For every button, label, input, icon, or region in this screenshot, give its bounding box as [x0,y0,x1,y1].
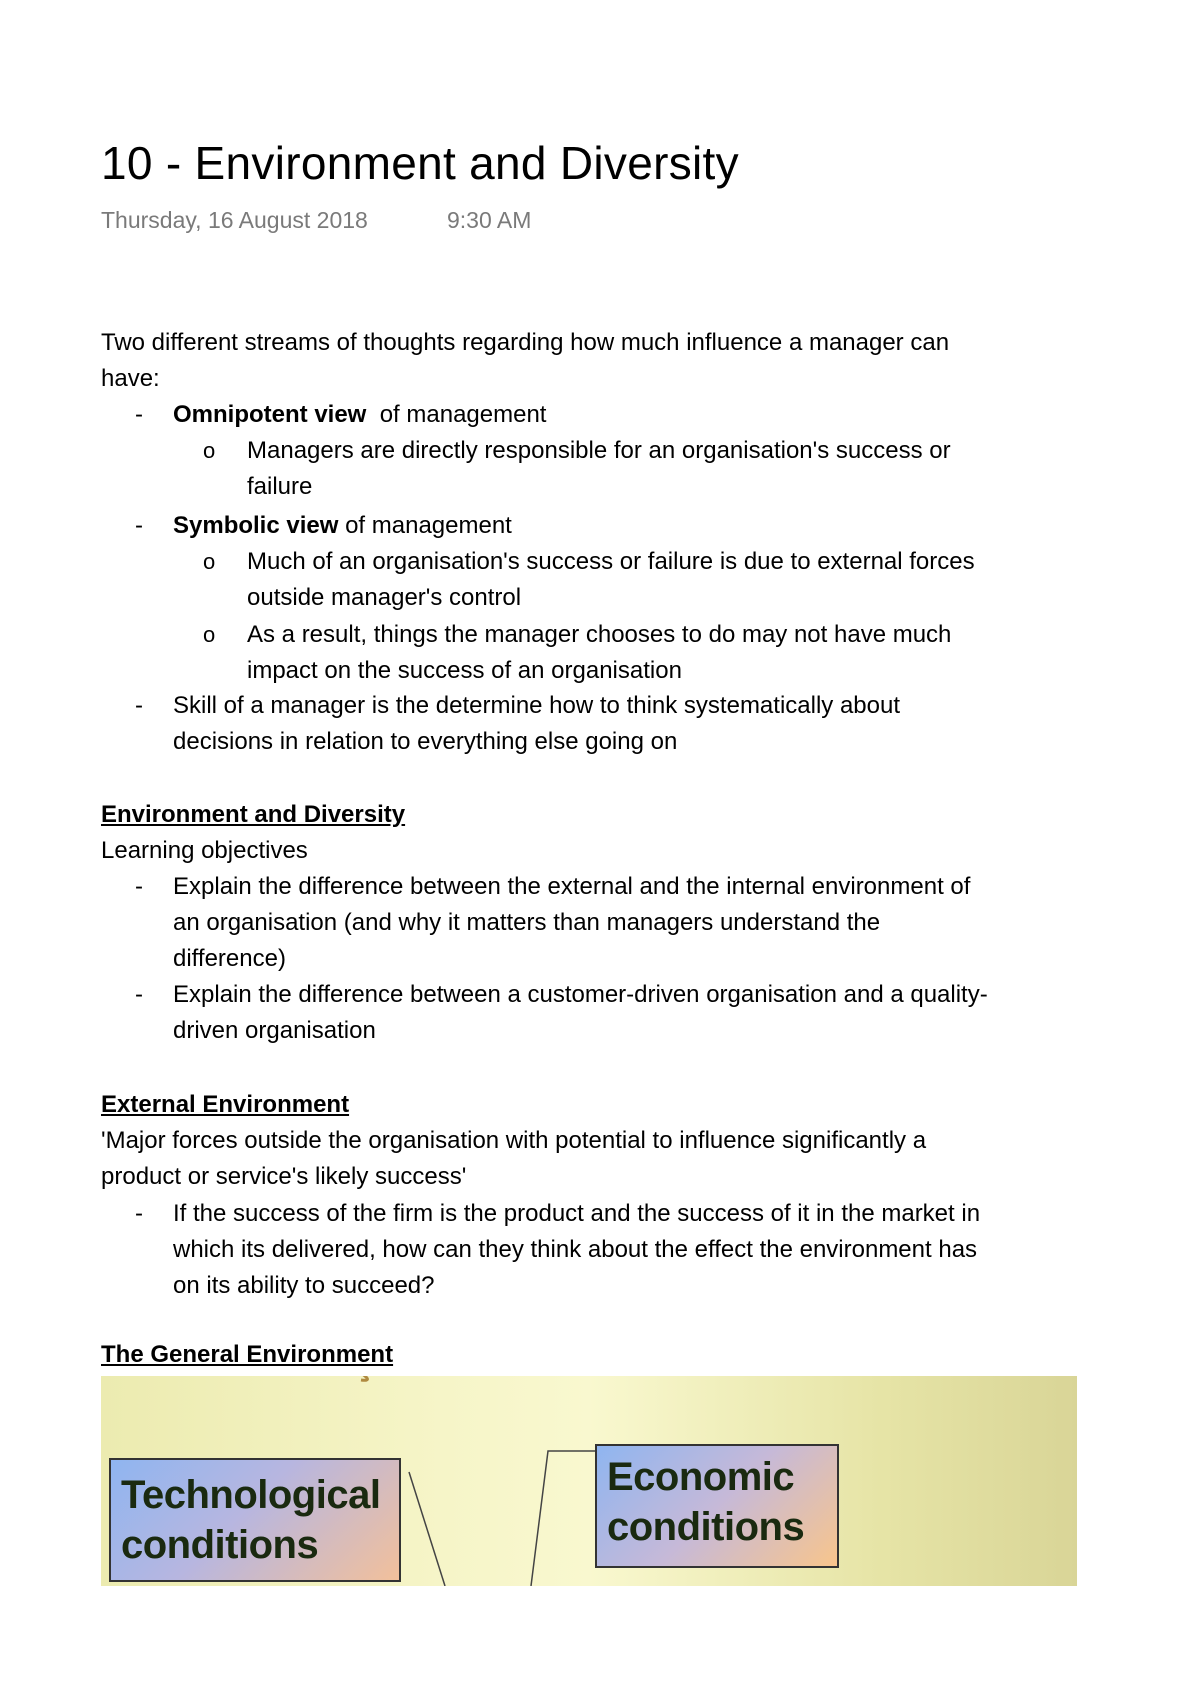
section-heading-external-environment: External Environment [101,1091,350,1118]
econ-box-line-2: conditions [607,1505,805,1549]
bullet-dash: - [135,981,143,1008]
bullet-dash: - [135,873,143,900]
technological-conditions-box [109,1458,401,1582]
bullet-dash: - [135,692,143,719]
section-heading-general-environment: The General Environment [101,1341,394,1368]
economic-conditions-box [595,1444,839,1568]
connector-line-econ [531,1451,595,1586]
note-timestamp [101,207,532,234]
note-time: 9:30 AM [447,207,532,233]
omnipotent-sub-line-1: Managers are directly responsible for an organisation's success or [247,437,951,464]
external-point-line-3: on its ability to succeed? [173,1272,435,1299]
external-point-line-1: If the success of the firm is the product and the success of it in the market in [173,1200,981,1227]
tech-box-line-1: Technological [121,1473,381,1517]
general-environment-diagram [101,1376,1077,1586]
list-item-omnipotent [173,397,546,433]
bullet-dash: - [135,512,143,539]
bullet-circle: o [203,622,216,647]
symbolic-sub2-line-1: As a result, things the manager chooses to do may not have much [247,621,952,648]
bullet-dash: - [135,401,143,428]
symbolic-sub1-line-2: outside manager's control [247,584,522,611]
symbolic-rest: of management [338,512,512,539]
learning-objectives-label: Learning objectives [101,837,308,864]
objective-1-line-2: an organisation (and why it matters than managers understand the [173,909,881,936]
external-quote-line-1: 'Major forces outside the organisation with potential to influence significantly a [101,1127,927,1154]
objective-2-line-2: driven organisation [173,1017,376,1044]
diagram-fragment [356,1376,367,1380]
bullet-dash: - [135,1200,143,1227]
skill-line-2: decisions in relation to everything else going on [173,728,678,755]
symbolic-sub1-line-1: Much of an organisation's success or failure is due to external forces [247,548,975,575]
tech-box-line-2: conditions [121,1523,319,1567]
external-point-line-2: which its delivered, how can they think about the effect the environment has [173,1236,978,1263]
page-title: 10 - Environment and Diversity [101,137,739,189]
objective-1-line-3: difference) [173,945,286,972]
intro-line-2: have: [101,365,160,392]
section-heading-environment-diversity: Environment and Diversity [101,801,406,828]
external-quote-line-2: product or service's likely success' [101,1163,467,1190]
bullet-circle: o [203,549,216,574]
connector-line-tech [409,1472,445,1586]
intro-line-1: Two different streams of thoughts regarding how much influence a manager can [101,329,950,356]
symbolic-sub2-line-2: impact on the success of an organisation [247,657,682,684]
omnipotent-sub-line-2: failure [247,473,313,500]
note-date: Thursday, 16 August 2018 [101,207,368,233]
omnipotent-rest: of management [366,401,547,428]
objective-2-line-1: Explain the difference between a customer-driven organisation and a quality- [173,981,988,1008]
bullet-circle: o [203,438,216,463]
skill-line-1: Skill of a manager is the determine how to think systematically about [173,692,901,719]
symbolic-term: Symbolic view [173,512,339,539]
omnipotent-term: Omnipotent view [173,401,367,428]
econ-box-line-1: Economic [607,1455,795,1499]
objective-1-line-1: Explain the difference between the external and the internal environment of [173,873,971,900]
list-item-symbolic [173,508,512,544]
